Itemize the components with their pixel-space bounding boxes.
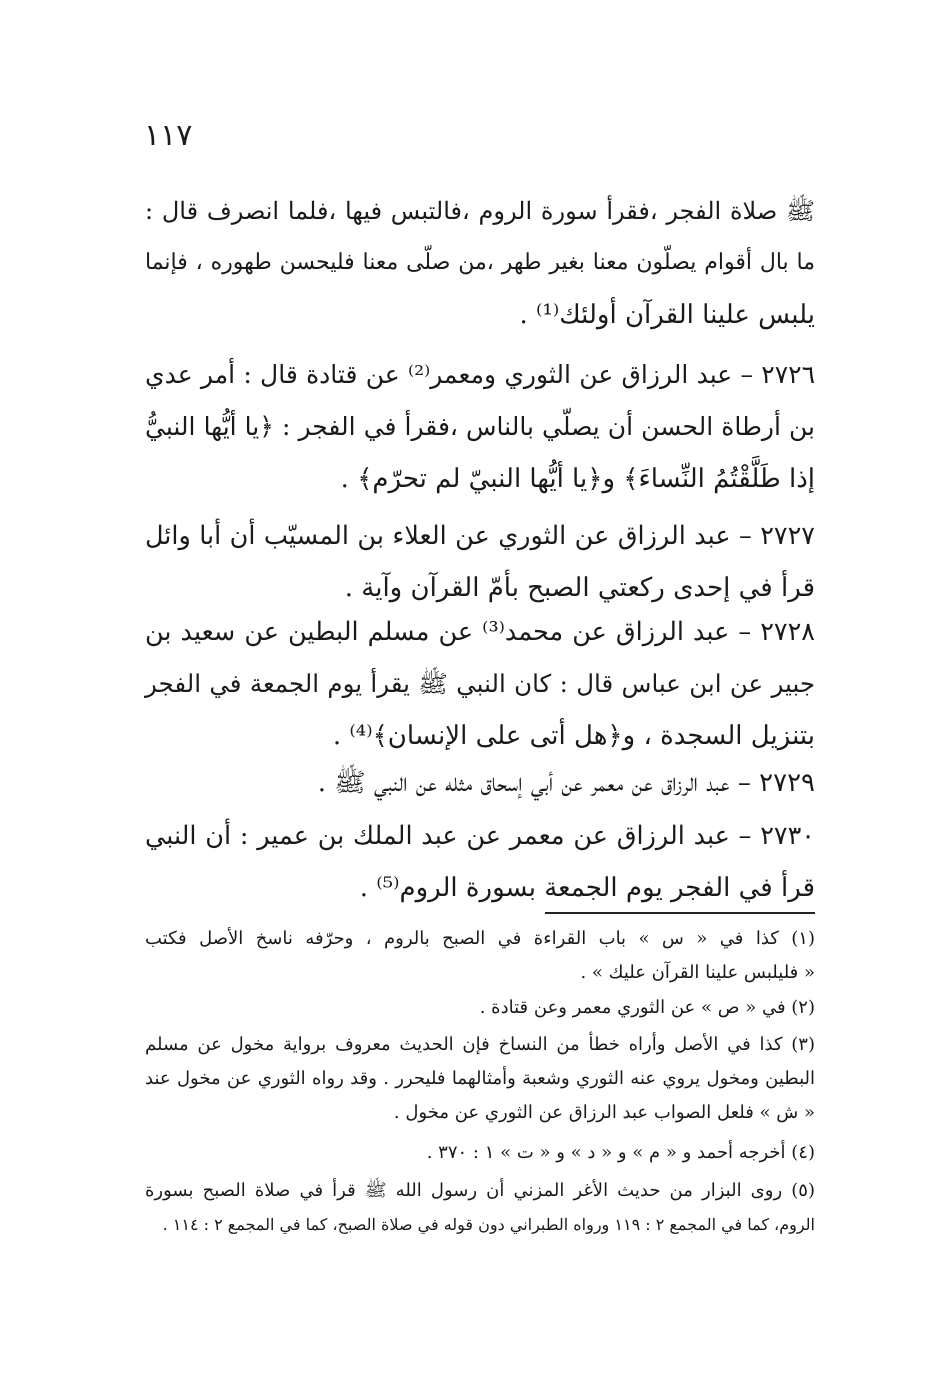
footnote-line: (٤) أخرجه أحمد و « م » و « د » و « ت » ١ : ٣٧٠ .: [426, 1142, 815, 1163]
footnote-line: (٣) كذا في الأصل وأراه خطأ من النساخ فإن الحديث معروف برواية مخول عن مسلم: [145, 1034, 815, 1055]
footnote-5: [145, 1174, 815, 1242]
text-line: بتنزيل السجدة ، و﴿هل أتى على الإنسان﴾⁽⁴⁾ .: [332, 721, 815, 751]
footnote-line: (٢) في « ص » عن الثوري معمر وعن قتادة .: [479, 997, 815, 1018]
text-line: قرأ في الفجر يوم الجمعة بسورة الروم⁽⁵⁾ .: [359, 873, 815, 903]
footnote-line: الروم، كما في المجمع ٢ : ١١٩ ورواه الطبراني دون قوله في صلاة الصبح، كما في المجمع ٢ : ١١٤ .: [162, 1215, 815, 1234]
text-line: قرأ في إحدى ركعتي الصبح بأمّ القرآن وآية .: [344, 573, 815, 603]
text-line: ٢٧٢٧ – عبد الرزاق عن الثوري عن العلاء بن المسيّب أن أبا وائل: [145, 521, 815, 551]
paragraph-continuation: [145, 185, 815, 341]
hadith-2728: [145, 606, 815, 762]
text-line: ٢٧٢٨ – عبد الرزاق عن محمد⁽³⁾ عن مسلم البطين عن سعيد بن: [145, 617, 815, 647]
footnote-1: [145, 922, 815, 990]
text-line: ما بال أقوام يصلّون معنا بغير طهر ،من صلّى معنا فليحسن طهوره ، فإنما: [145, 250, 815, 275]
footnote-2: [145, 991, 815, 1025]
footnote-divider: [545, 912, 815, 914]
footnote-3: [145, 1028, 815, 1130]
footnote-line: (١) كذا في « س » باب القراءة في الصبح بالروم ، وحرّفه ناسخ الأصل فكتب: [145, 928, 815, 949]
footnote-line: « فليلبس علينا القرآن عليك » .: [580, 962, 815, 983]
hadith-2729: [145, 757, 815, 809]
footnote-line: (٥) روى البزار من حديث الأغر المزني أن رسول الله ﷺ قرأ في صلاة الصبح بسورة: [145, 1180, 815, 1201]
text-line: ٢٧٢٩ – عبد الرزاق عن معمر عن أبي إسحاق مثله عن النبي ﷺ .: [317, 768, 815, 798]
hadith-2726: [145, 349, 815, 505]
text-line: يلبس علينا القرآن أولئك⁽¹⁾ .: [519, 300, 815, 330]
hadith-2730: [145, 810, 815, 914]
text-line: بن أرطاة الحسن أن يصلّي بالناس ،فقرأ في الفجر : ﴿يا أيُّها النبيُّ: [145, 412, 815, 441]
text-line: إذا طَلَّقْتُمُ النِّساءَ﴾ و﴿يا أيُّها النبيّ لم تحرّم﴾ .: [340, 464, 815, 494]
page-number: ١١٧: [144, 118, 193, 153]
text-line: ٢٧٣٠ – عبد الرزاق عن معمر عن عبد الملك بن عمير : أن النبي: [145, 821, 815, 851]
text-line: ﷺ صلاة الفجر ،فقرأ سورة الروم ،فالتبس فيها ،فلما انصرف قال :: [145, 197, 815, 225]
footnote-line: « ش » فلعل الصواب عبد الرزاق عن الثوري عن مخول .: [393, 1102, 815, 1123]
text-line: ٢٧٢٦ – عبد الرزاق عن الثوري ومعمر⁽²⁾ عن قتادة قال : أمر عدي: [145, 360, 815, 389]
hadith-2727: [145, 510, 815, 614]
text-line: جبير عن ابن عباس قال : كان النبي ﷺ يقرأ يوم الجمعة في الفجر: [145, 669, 815, 698]
footnote-4: [145, 1136, 815, 1170]
footnote-line: البطين ومخول يروي عنه الثوري وشعبة وأمثالهما فليحرر . وقد رواه الثوري عن مخول عند: [145, 1068, 815, 1089]
